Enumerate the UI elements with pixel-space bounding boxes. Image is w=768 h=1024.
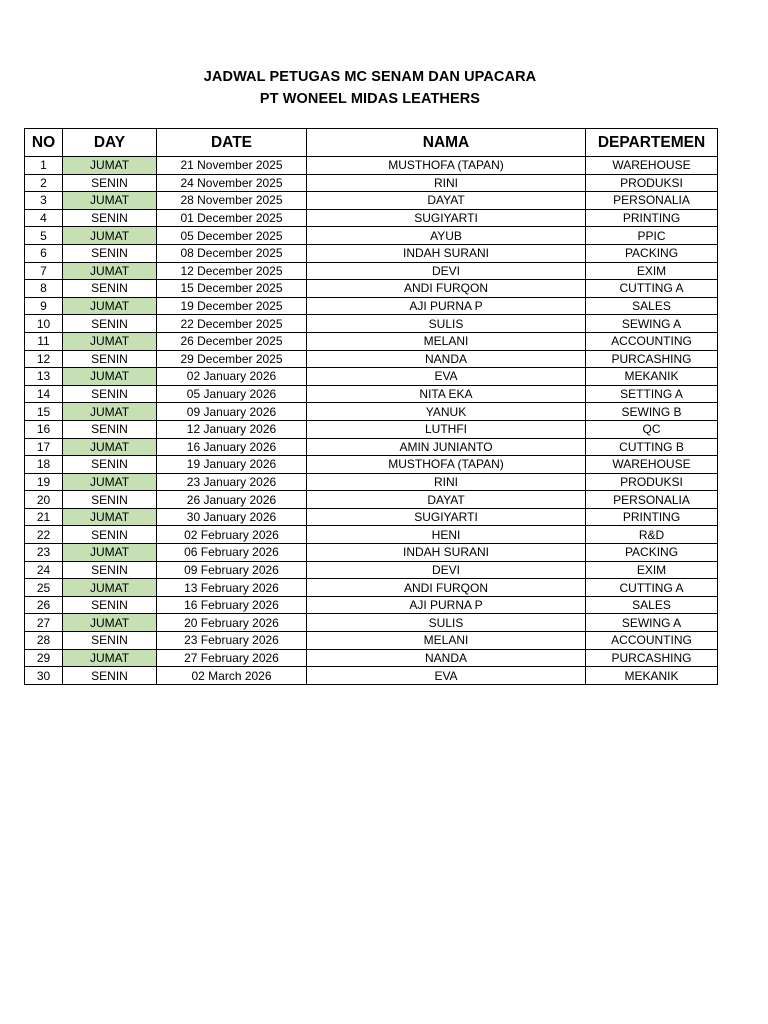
table-row xyxy=(25,508,718,526)
table-row xyxy=(25,456,718,474)
cell-no: 9 xyxy=(25,297,63,315)
cell-nama: MUSTHOFA (TAPAN) xyxy=(307,456,586,474)
cell-day: SENIN xyxy=(63,209,157,227)
table-row xyxy=(25,350,718,368)
cell-day: JUMAT xyxy=(63,614,157,632)
cell-departemen: CUTTING B xyxy=(586,438,718,456)
cell-nama: AMIN JUNIANTO xyxy=(307,438,586,456)
cell-no: 6 xyxy=(25,244,63,262)
cell-nama: MELANI xyxy=(307,332,586,350)
cell-no: 4 xyxy=(25,209,63,227)
cell-date: 12 December 2025 xyxy=(157,262,307,280)
cell-day: JUMAT xyxy=(63,262,157,280)
cell-departemen: EXIM xyxy=(586,561,718,579)
cell-departemen: PERSONALIA xyxy=(586,491,718,509)
cell-nama: HENI xyxy=(307,526,586,544)
table-row xyxy=(25,368,718,386)
table-row xyxy=(25,526,718,544)
cell-nama: DAYAT xyxy=(307,491,586,509)
cell-nama: MUSTHOFA (TAPAN) xyxy=(307,157,586,175)
cell-date: 02 March 2026 xyxy=(157,667,307,685)
cell-nama: SULIS xyxy=(307,614,586,632)
cell-departemen: MEKANIK xyxy=(586,368,718,386)
cell-nama: EVA xyxy=(307,667,586,685)
table-row xyxy=(25,280,718,298)
cell-date: 23 February 2026 xyxy=(157,632,307,650)
cell-no: 21 xyxy=(25,508,63,526)
document-title xyxy=(0,66,740,110)
cell-nama: ANDI FURQON xyxy=(307,579,586,597)
table-row xyxy=(25,579,718,597)
title-line-2: PT WONEEL MIDAS LEATHERS xyxy=(259,91,481,107)
cell-nama: SULIS xyxy=(307,315,586,333)
cell-no: 2 xyxy=(25,174,63,192)
cell-date: 19 January 2026 xyxy=(157,456,307,474)
cell-departemen: MEKANIK xyxy=(586,667,718,685)
cell-day: JUMAT xyxy=(63,368,157,386)
cell-departemen: CUTTING A xyxy=(586,280,718,298)
table-row xyxy=(25,227,718,245)
cell-date: 02 February 2026 xyxy=(157,526,307,544)
cell-departemen: WAREHOUSE xyxy=(586,157,718,175)
cell-departemen: SALES xyxy=(586,297,718,315)
table-row xyxy=(25,385,718,403)
cell-day: SENIN xyxy=(63,174,157,192)
cell-date: 19 December 2025 xyxy=(157,297,307,315)
cell-day: JUMAT xyxy=(63,438,157,456)
cell-day: JUMAT xyxy=(63,157,157,175)
cell-day: SENIN xyxy=(63,420,157,438)
cell-departemen: SETTING A xyxy=(586,385,718,403)
cell-nama: RINI xyxy=(307,473,586,491)
cell-departemen: ACCOUNTING xyxy=(586,632,718,650)
cell-day: SENIN xyxy=(63,596,157,614)
cell-date: 12 January 2026 xyxy=(157,420,307,438)
cell-date: 05 January 2026 xyxy=(157,385,307,403)
cell-no: 25 xyxy=(25,579,63,597)
table-row xyxy=(25,667,718,685)
table-row xyxy=(25,614,718,632)
cell-day: SENIN xyxy=(63,280,157,298)
cell-nama: AJI PURNA P xyxy=(307,596,586,614)
cell-day: JUMAT xyxy=(63,403,157,421)
cell-date: 09 January 2026 xyxy=(157,403,307,421)
cell-departemen: PURCASHING xyxy=(586,350,718,368)
cell-date: 05 December 2025 xyxy=(157,227,307,245)
cell-nama: SUGIYARTI xyxy=(307,508,586,526)
table-row xyxy=(25,262,718,280)
cell-date: 22 December 2025 xyxy=(157,315,307,333)
cell-no: 5 xyxy=(25,227,63,245)
cell-departemen: PRODUKSI xyxy=(586,473,718,491)
cell-nama: DEVI xyxy=(307,561,586,579)
cell-nama: AYUB xyxy=(307,227,586,245)
cell-no: 17 xyxy=(25,438,63,456)
cell-date: 29 December 2025 xyxy=(157,350,307,368)
table-row xyxy=(25,174,718,192)
cell-departemen: SALES xyxy=(586,596,718,614)
schedule-body xyxy=(25,157,718,685)
cell-day: JUMAT xyxy=(63,332,157,350)
cell-no: 26 xyxy=(25,596,63,614)
cell-no: 18 xyxy=(25,456,63,474)
cell-departemen: QC xyxy=(586,420,718,438)
table-row xyxy=(25,473,718,491)
cell-nama: EVA xyxy=(307,368,586,386)
cell-departemen: PRINTING xyxy=(586,508,718,526)
cell-no: 28 xyxy=(25,632,63,650)
cell-day: JUMAT xyxy=(63,649,157,667)
cell-departemen: PRINTING xyxy=(586,209,718,227)
cell-nama: DAYAT xyxy=(307,192,586,210)
cell-nama: YANUK xyxy=(307,403,586,421)
cell-no: 1 xyxy=(25,157,63,175)
table-row xyxy=(25,544,718,562)
cell-date: 09 February 2026 xyxy=(157,561,307,579)
cell-day: SENIN xyxy=(63,561,157,579)
cell-nama: SUGIYARTI xyxy=(307,209,586,227)
cell-date: 23 January 2026 xyxy=(157,473,307,491)
cell-date: 30 January 2026 xyxy=(157,508,307,526)
cell-date: 27 February 2026 xyxy=(157,649,307,667)
cell-date: 26 January 2026 xyxy=(157,491,307,509)
cell-day: JUMAT xyxy=(63,508,157,526)
table-row xyxy=(25,209,718,227)
cell-no: 22 xyxy=(25,526,63,544)
cell-nama: AJI PURNA P xyxy=(307,297,586,315)
cell-departemen: WAREHOUSE xyxy=(586,456,718,474)
cell-date: 20 February 2026 xyxy=(157,614,307,632)
cell-nama: NITA EKA xyxy=(307,385,586,403)
cell-day: JUMAT xyxy=(63,544,157,562)
cell-date: 16 January 2026 xyxy=(157,438,307,456)
cell-day: SENIN xyxy=(63,526,157,544)
cell-date: 08 December 2025 xyxy=(157,244,307,262)
cell-departemen: EXIM xyxy=(586,262,718,280)
header-day: DAY xyxy=(63,129,157,157)
cell-departemen: ACCOUNTING xyxy=(586,332,718,350)
cell-no: 29 xyxy=(25,649,63,667)
cell-nama: NANDA xyxy=(307,350,586,368)
cell-nama: INDAH SURANI xyxy=(307,544,586,562)
cell-date: 02 January 2026 xyxy=(157,368,307,386)
cell-nama: INDAH SURANI xyxy=(307,244,586,262)
cell-no: 13 xyxy=(25,368,63,386)
table-row xyxy=(25,315,718,333)
cell-no: 7 xyxy=(25,262,63,280)
table-row xyxy=(25,632,718,650)
table-row xyxy=(25,561,718,579)
table-row xyxy=(25,297,718,315)
cell-nama: MELANI xyxy=(307,632,586,650)
table-row xyxy=(25,192,718,210)
cell-departemen: CUTTING A xyxy=(586,579,718,597)
table-row xyxy=(25,420,718,438)
cell-date: 16 February 2026 xyxy=(157,596,307,614)
cell-day: SENIN xyxy=(63,667,157,685)
cell-date: 15 December 2025 xyxy=(157,280,307,298)
cell-date: 24 November 2025 xyxy=(157,174,307,192)
table-row xyxy=(25,244,718,262)
table-row xyxy=(25,332,718,350)
header-no: NO xyxy=(25,129,63,157)
cell-no: 30 xyxy=(25,667,63,685)
cell-nama: DEVI xyxy=(307,262,586,280)
cell-departemen: SEWING A xyxy=(586,315,718,333)
cell-day: SENIN xyxy=(63,456,157,474)
cell-no: 27 xyxy=(25,614,63,632)
cell-no: 11 xyxy=(25,332,63,350)
cell-day: SENIN xyxy=(63,244,157,262)
cell-departemen: PURCASHING xyxy=(586,649,718,667)
cell-departemen: PRODUKSI xyxy=(586,174,718,192)
cell-no: 14 xyxy=(25,385,63,403)
cell-no: 15 xyxy=(25,403,63,421)
table-row xyxy=(25,438,718,456)
cell-day: JUMAT xyxy=(63,297,157,315)
cell-day: JUMAT xyxy=(63,192,157,210)
cell-no: 23 xyxy=(25,544,63,562)
cell-nama: NANDA xyxy=(307,649,586,667)
cell-day: SENIN xyxy=(63,350,157,368)
table-row xyxy=(25,491,718,509)
header-nama: NAMA xyxy=(307,129,586,157)
table-row xyxy=(25,649,718,667)
table-row xyxy=(25,157,718,175)
cell-day: JUMAT xyxy=(63,579,157,597)
cell-no: 3 xyxy=(25,192,63,210)
schedule-table xyxy=(24,128,718,685)
cell-date: 28 November 2025 xyxy=(157,192,307,210)
cell-no: 19 xyxy=(25,473,63,491)
table-row xyxy=(25,596,718,614)
cell-day: SENIN xyxy=(63,632,157,650)
cell-day: SENIN xyxy=(63,491,157,509)
header-departemen: DEPARTEMEN xyxy=(586,129,718,157)
cell-date: 01 December 2025 xyxy=(157,209,307,227)
cell-departemen: PPIC xyxy=(586,227,718,245)
title-line-1: JADWAL PETUGAS MC SENAM DAN UPACARA xyxy=(203,69,537,85)
cell-date: 13 February 2026 xyxy=(157,579,307,597)
cell-departemen: SEWING A xyxy=(586,614,718,632)
cell-day: SENIN xyxy=(63,315,157,333)
header-date: DATE xyxy=(157,129,307,157)
cell-departemen: PACKING xyxy=(586,544,718,562)
header-row xyxy=(25,129,718,157)
cell-departemen: R&D xyxy=(586,526,718,544)
cell-departemen: PERSONALIA xyxy=(586,192,718,210)
cell-no: 12 xyxy=(25,350,63,368)
cell-departemen: PACKING xyxy=(586,244,718,262)
cell-no: 8 xyxy=(25,280,63,298)
cell-nama: ANDI FURQON xyxy=(307,280,586,298)
cell-departemen: SEWING B xyxy=(586,403,718,421)
cell-day: JUMAT xyxy=(63,473,157,491)
cell-no: 20 xyxy=(25,491,63,509)
cell-no: 16 xyxy=(25,420,63,438)
cell-date: 26 December 2025 xyxy=(157,332,307,350)
cell-day: SENIN xyxy=(63,385,157,403)
cell-date: 21 November 2025 xyxy=(157,157,307,175)
cell-no: 24 xyxy=(25,561,63,579)
cell-date: 06 February 2026 xyxy=(157,544,307,562)
cell-nama: LUTHFI xyxy=(307,420,586,438)
cell-nama: RINI xyxy=(307,174,586,192)
table-row xyxy=(25,403,718,421)
cell-day: JUMAT xyxy=(63,227,157,245)
cell-no: 10 xyxy=(25,315,63,333)
